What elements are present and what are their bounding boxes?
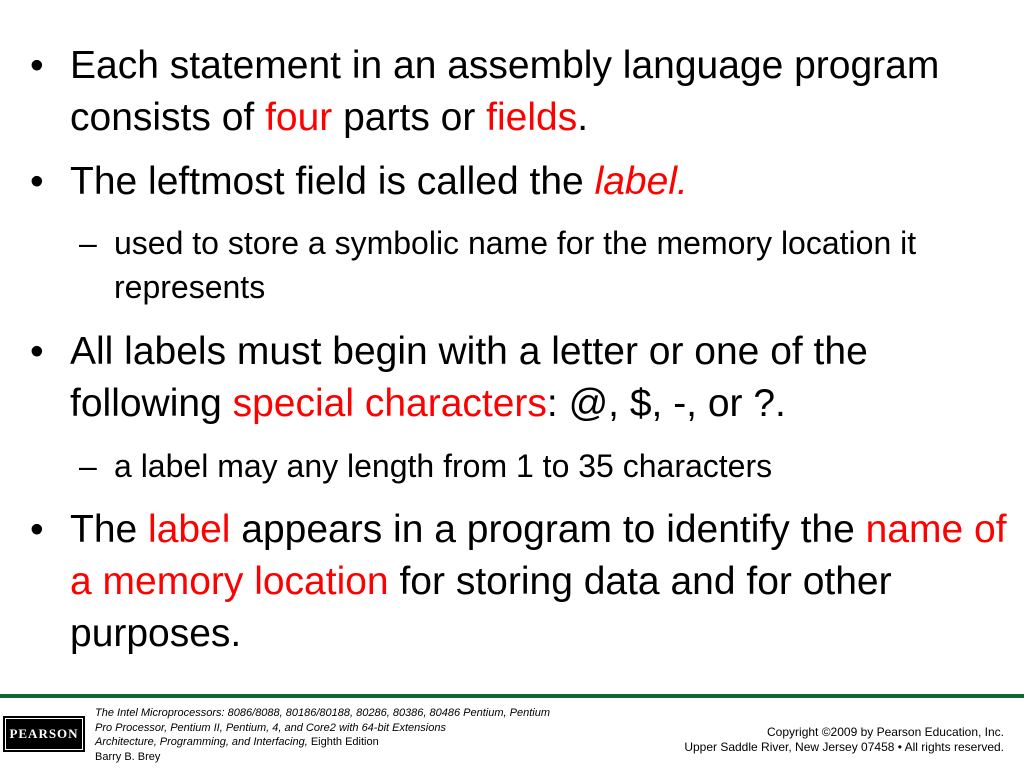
sub-bullet-1 — [0, 221, 1010, 309]
bullet-3 — [0, 326, 1010, 430]
bullet-text: All labels must begin with a letter or one of the following special characters: @, $, -, or ?. — [70, 330, 868, 425]
sub-bullet-marker: – — [79, 225, 97, 261]
bullet-4 — [0, 504, 1010, 660]
bullet-1 — [0, 40, 1010, 144]
bullet-text: Each statement in an assembly language program consists of four parts or fields. — [70, 44, 940, 139]
sub-bullet-text: used to store a symbolic name for the memory location it represents — [114, 225, 917, 305]
bullet-text: The label appears in a program to identify the name of a memory location for storing data and for other purposes. — [70, 508, 1007, 655]
bullet-marker: • — [30, 330, 44, 373]
book-processors: 8086/8088, 80186/80188, 80286, 80386, 80486 Pentium, Pentium Pro Processor, Pentium II, Pentium, 4, and Core2 with 64-bit Extensions — [95, 707, 550, 734]
bullet-2 — [0, 156, 1010, 208]
bullet-marker: • — [30, 508, 44, 551]
book-edition: Eighth Edition — [307, 736, 379, 748]
bullet-text: The leftmost field is called the label. — [70, 160, 688, 203]
book-title: The Intel Microprocessors: — [95, 707, 225, 719]
book-author: Barry B. Brey — [95, 750, 161, 763]
copyright-notice — [684, 725, 1004, 755]
bullet-marker: • — [30, 160, 44, 203]
copyright-line: Copyright ©2009 by Pearson Education, Inc. — [767, 725, 1004, 739]
pearson-logo-text: PEARSON — [5, 718, 83, 750]
pearson-logo — [3, 716, 85, 752]
sub-bullet-2 — [0, 444, 1010, 488]
footer-divider — [0, 694, 1024, 698]
book-citation — [95, 706, 565, 764]
sub-bullet-text: a label may any length from 1 to 35 characters — [114, 448, 773, 484]
sub-bullet-marker: – — [79, 448, 97, 484]
bullet-marker: • — [30, 44, 44, 87]
address-line: Upper Saddle River, New Jersey 07458 • All rights reserved. — [684, 740, 1004, 754]
book-subtitle: Architecture, Programming, and Interfacing, — [95, 736, 308, 748]
